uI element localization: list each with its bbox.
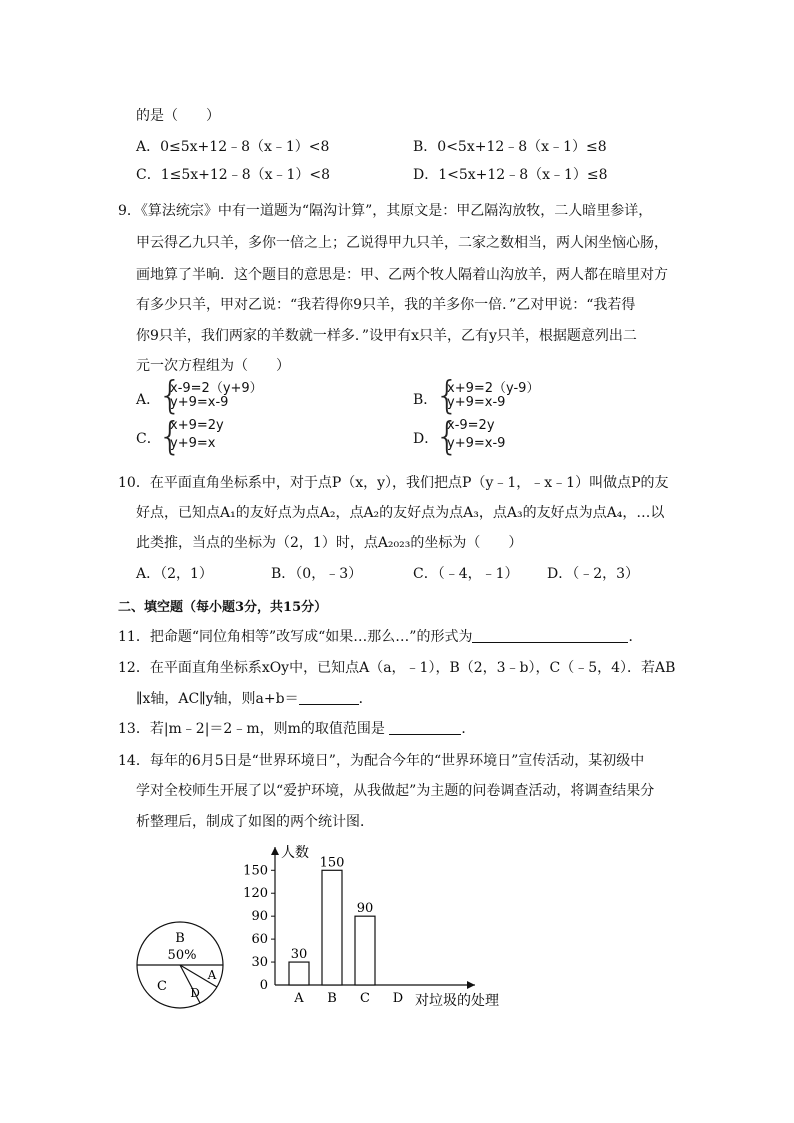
- q10-line-3: 此类推，当点的坐标为（2，1）时，点A₂₀₂₃的坐标为（ ）: [136, 535, 523, 551]
- q14-line-2: 学对全校师生开展了以“爱护环境，从我做起”为主题的问卷调查活动，将调查结果分: [136, 783, 655, 799]
- y-tick-label: 30: [251, 955, 268, 971]
- bar-value-label: 150: [319, 855, 345, 871]
- bar-c: [355, 916, 375, 985]
- x-axis-arrow-icon: [467, 981, 475, 989]
- q9-c-eq1: x+9=2y: [170, 418, 224, 433]
- pie-label-c: C: [157, 979, 167, 994]
- q12-period: ．: [358, 691, 373, 707]
- q14-line-3: 析整理后，制成了如图的两个统计图．: [136, 814, 374, 830]
- pie-chart: [130, 915, 240, 1015]
- q8-stem-tail: 的是（ ）: [136, 108, 220, 124]
- q8-option-b: B．0<5x+12﹣8（x﹣1）≤8: [413, 139, 607, 155]
- q9-line-6: 元一次方程组为（ ）: [136, 358, 290, 374]
- brace-icon: {: [435, 373, 460, 417]
- pie-label-b: B: [175, 931, 185, 946]
- y-axis-title: 人数: [281, 845, 309, 861]
- y-tick-label: 90: [251, 909, 268, 925]
- y-axis-arrow-icon: [271, 847, 279, 855]
- q11-period: ．: [628, 629, 643, 645]
- bar-a: [289, 962, 309, 985]
- q10-option-d: D．（﹣2，3）: [547, 566, 640, 582]
- q10-option-b: B．（0，﹣3）: [271, 566, 363, 582]
- pie-label-d: D: [190, 986, 200, 1000]
- q13-text: 13．若|m﹣2|＝2﹣m，则m的取值范围是: [118, 721, 390, 737]
- y-tick-label: 60: [251, 932, 268, 948]
- q11-text: 11．把命题“同位角相等”改写成“如果…那么…”的形式为: [118, 629, 473, 645]
- q9-line-4: 有多少只羊，甲对乙说：“我若得你9只羊，我的羊多你一倍．”乙对甲说：“我若得: [136, 297, 636, 313]
- q9-option-d-label: D．: [413, 431, 439, 447]
- q9-b-eq1: x+9=2（y-9）: [447, 381, 540, 396]
- q9-option-a-label: A．: [136, 392, 161, 408]
- bar-value-label: 90: [356, 901, 374, 917]
- bar-chart-x-labels: [293, 991, 403, 1006]
- q13-answer-blank[interactable]: [389, 720, 461, 735]
- q13-line: [118, 718, 475, 738]
- q9-option-c-label: C．: [136, 431, 161, 447]
- bar-b: [322, 870, 342, 985]
- pie-label-a: A: [207, 968, 217, 982]
- q9-d-eq1: x-9=2y: [447, 418, 495, 433]
- q9-line-2: 甲云得乙九只羊，多你一倍之上；乙说得甲九只羊，二家之数相当，两人闲坐恼心肠，: [136, 235, 668, 251]
- y-tick-label: 0: [259, 978, 268, 993]
- q9-line-3: 画地算了半晌．这个题目的意思是：甲、乙两个牧人隔着山沟放羊，两人都在暗里对方: [136, 267, 668, 283]
- bar-chart-bars: [289, 855, 375, 985]
- brace-icon: {: [158, 373, 183, 417]
- x-axis-title: 对垃圾的处理: [415, 993, 499, 1009]
- q10-line-1: 10．在平面直角坐标系中，对于点P（x，y），我们把点P（y﹣1，﹣x﹣1）叫做点P的友: [118, 475, 669, 491]
- y-tick-label: 150: [243, 863, 268, 879]
- q9-d-eq2: y+9=x-9: [447, 436, 506, 451]
- y-tick-label: 120: [243, 886, 268, 902]
- q9-a-eq1: x-9=2（y+9）: [170, 381, 263, 396]
- q10-option-a: A．（2，1）: [136, 566, 213, 582]
- q9-c-eq2: y+9=x: [170, 436, 216, 451]
- q10-line-2: 好点，已知点A₁的友好点为点A₂，点A₂的友好点为点A₃，点A₃的友好点为点A₄，…以: [136, 505, 665, 521]
- bar-chart-y-ticks: [243, 863, 275, 993]
- q12-line-2: [136, 688, 373, 708]
- q9-line-5: 你9只羊，我们两家的羊数就一样多．”设甲有x只羊，乙有y只羊，根据题意列出二: [136, 328, 637, 344]
- q12-line-1: 12．在平面直角坐标系xOy中，已知点A（a，﹣1），B（2，3﹣b），C（﹣5，4）．若AB: [118, 660, 676, 676]
- q11-answer-blank[interactable]: [472, 628, 628, 643]
- q8-option-d: D．1<5x+12﹣8（x﹣1）≤8: [413, 167, 608, 183]
- x-tick-label: C: [360, 991, 370, 1006]
- x-tick-label: A: [294, 991, 304, 1006]
- q13-period: ．: [461, 721, 476, 737]
- bar-value-label: 30: [290, 947, 308, 963]
- q8-option-c: C．1≤5x+12﹣8（x﹣1）<8: [136, 167, 331, 183]
- q11-line: [118, 626, 642, 646]
- q9-line-1: 9．《算法统宗》中有一道题为“隔沟计算”，其原文是：甲乙隔沟放牧，二人暗里参详，: [118, 203, 653, 219]
- q12-answer-blank[interactable]: [299, 690, 359, 705]
- pie-percent-b: 50%: [167, 948, 197, 963]
- section-2-heading: 二、填空题（每小题3分，共15分）: [118, 600, 328, 615]
- brace-icon: {: [158, 414, 183, 458]
- brace-icon: {: [435, 414, 460, 458]
- x-tick-label: B: [327, 991, 337, 1006]
- q9-option-b-label: B．: [413, 392, 438, 408]
- q14-line-1: 14．每年的6月5日是“世界环境日”，为配合今年的“世界环境日”宣传活动，某初级中: [118, 753, 645, 769]
- bar-chart: [235, 835, 525, 1010]
- q9-b-eq2: y+9=x-9: [447, 395, 506, 410]
- x-tick-label: D: [392, 991, 404, 1006]
- q12-text: ∥x轴，AC∥y轴，则a+b＝: [136, 691, 299, 707]
- q10-option-c: C．（﹣4，﹣1）: [413, 566, 519, 582]
- q8-option-a: A．0≤5x+12﹣8（x﹣1）<8: [136, 139, 330, 155]
- q9-a-eq2: y+9=x-9: [170, 395, 229, 410]
